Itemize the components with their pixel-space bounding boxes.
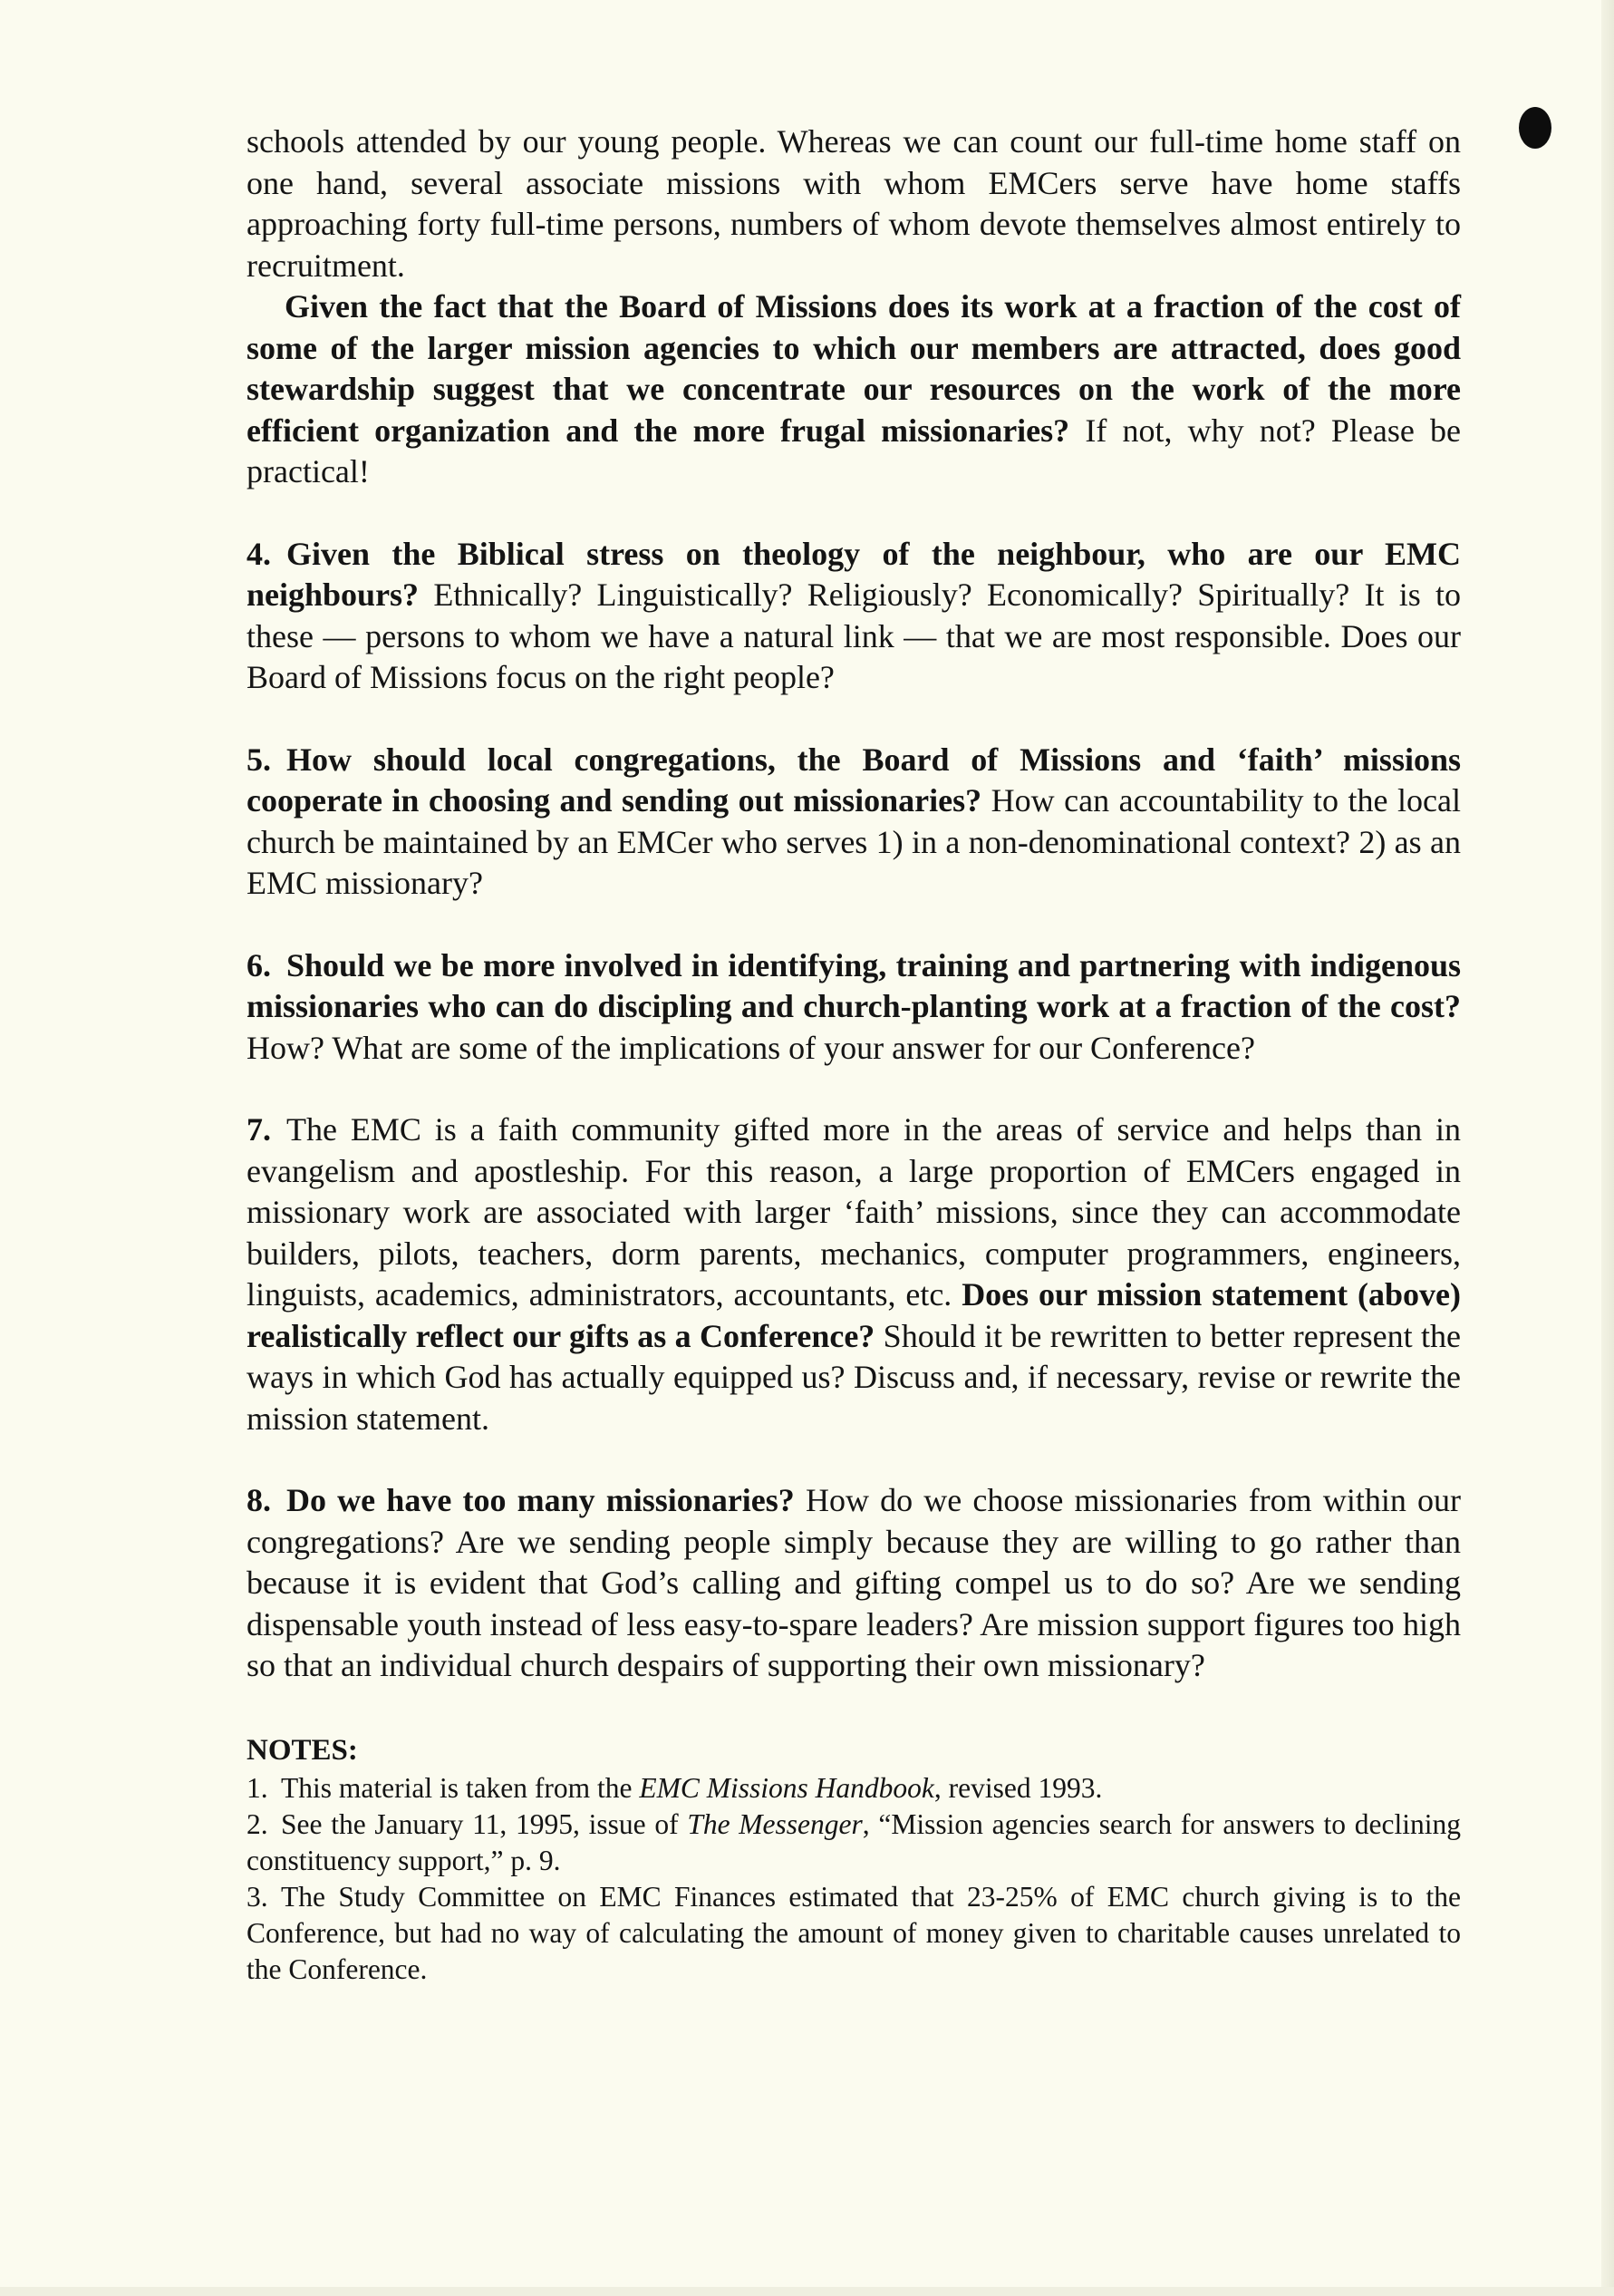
note-1-pre: This material is taken from the xyxy=(281,1771,640,1804)
question-5 xyxy=(246,740,1461,905)
question-8-number: 8. xyxy=(246,1482,271,1518)
notes-heading: NOTES: xyxy=(246,1733,358,1767)
note-1-title: EMC Missions Handbook xyxy=(639,1771,934,1804)
note-1 xyxy=(246,1770,1461,1807)
question-4 xyxy=(246,534,1461,699)
note-3-number: 3. xyxy=(246,1880,268,1913)
question-4-rest: Ethnically? Linguistically? Religiously? Economically? Spiritually? It is to these — persons to whom we have a natural link — that we are most responsible. Does our Board of Missions focus on the right people? xyxy=(246,576,1461,695)
page-edge-right xyxy=(1601,0,1614,2296)
stewardship-question-bold: Given the fact that the Board of Missions does its work at a fraction of the cost of some of the larger mission agencies to which our members are attracted, does good stewardship suggest that we concentrate our resources on the work of the more efficient organization and the more frugal missionaries? xyxy=(246,288,1461,449)
question-7-bold: Does our mission statement (above) realistically reflect our gifts as a Conference? xyxy=(246,1276,1461,1354)
question-4-number: 4. xyxy=(246,535,271,572)
question-6-rest: How? What are some of the implications of your answer for our Conference? xyxy=(246,1029,1255,1066)
question-7 xyxy=(246,1109,1461,1439)
punch-hole-mark xyxy=(1519,107,1551,149)
page-edge-bottom xyxy=(0,2287,1614,2296)
question-5-rest: How can accountability to the local church be maintained by an EMCer who serves 1) in a non-denominational context? 2) as an EMC missionary? xyxy=(246,782,1462,901)
stewardship-question-rest: If not, why not? Please be practical! xyxy=(246,412,1461,489)
question-5-bold: How should local congregations, the Board of Missions and ‘faith’ missions cooperate in choosing and sending out missionaries? xyxy=(246,741,1461,819)
question-6-bold: Should we be more involved in identifying, training and partnering with indigenous missionaries who can do discipling and church-planting work at a fraction of the cost? xyxy=(246,946,1461,1024)
note-2-number: 2. xyxy=(246,1807,268,1840)
note-3 xyxy=(246,1879,1461,1988)
question-6 xyxy=(246,945,1461,1070)
note-2 xyxy=(246,1807,1461,1879)
note-1-number: 1. xyxy=(246,1771,268,1804)
note-2-title: The Messenger xyxy=(687,1807,863,1840)
note-2-pre: See the January 11, 1995, issue of xyxy=(281,1807,688,1840)
question-8 xyxy=(246,1480,1461,1687)
note-2-post: , “Mission agencies search for answers to declining constituency support,” p. 9. xyxy=(246,1807,1461,1876)
question-6-number: 6. xyxy=(246,946,271,983)
question-4-bold: Given the Biblical stress on theology of the neighbour, who are our EMC neighbours? xyxy=(246,535,1461,613)
note-3-text: The Study Committee on EMC Finances estimated that 23-25% of EMC church giving is to the Conference, but had no way of calculating the amount of money given to charitable causes unrelated to the Conference. xyxy=(246,1880,1461,1985)
paragraph-continuation: schools attended by our young people. Whereas we can count our full-time home staff on one hand, several associate missions with whom EMCers serve have home staffs approaching forty full-time persons, numbers of whom devote themselves almost entirely to recruitment. xyxy=(246,123,1461,284)
question-8-bold: Do we have too many missionaries? xyxy=(286,1482,795,1518)
question-7-pre: The EMC is a faith community gifted more in the areas of service and helps than in evangelism and apostleship. For this reason, a large proportion of EMCers engaged in missionary work are associated with larger ‘faith’ missions, since they can accommodate builders, pilots, teachers, dorm parents, mechanics, computer programmers, engineers, linguists, academics, administrators, accountants, etc. xyxy=(246,1111,1461,1313)
question-5-number: 5. xyxy=(246,741,271,778)
question-7-number: 7. xyxy=(246,1111,271,1148)
question-7-rest: Should it be rewritten to better represent the ways in which God has actually equipped us? Discuss and, if necessary, revise or rewrite the mission statement. xyxy=(246,1317,1461,1437)
note-1-post: , revised 1993. xyxy=(933,1771,1103,1804)
text-column xyxy=(246,121,1461,1988)
paragraph-stewardship xyxy=(246,286,1461,493)
question-8-rest: How do we choose missionaries from within our congregations? Are we sending people simply because they are willing to go rather than because it is evident that God’s calling and gifting compel us to do so? Are we sending dispensable youth instead of less easy-to-spare leaders? Are mission support figures too high so that an individual church despairs of supporting their own missionary? xyxy=(246,1482,1461,1683)
